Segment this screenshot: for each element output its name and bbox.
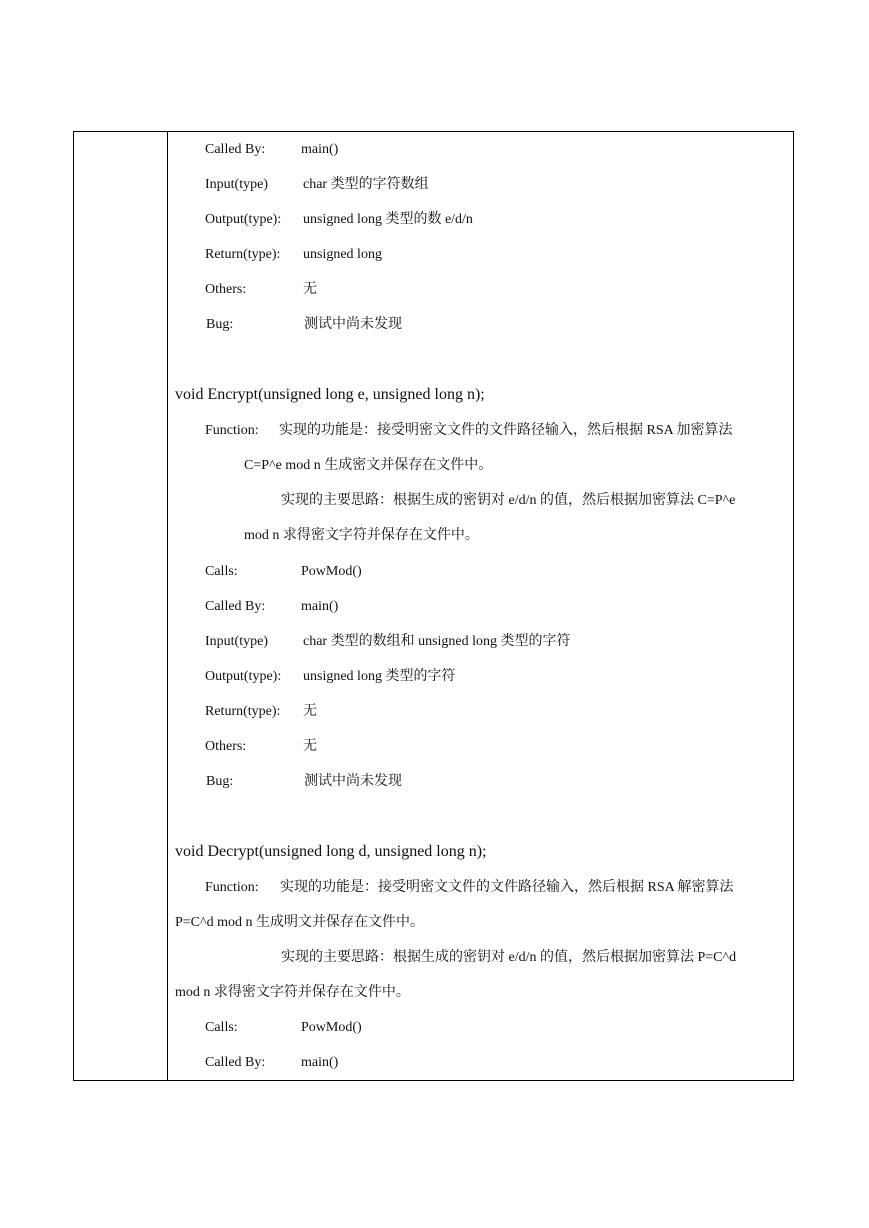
table-content-column xyxy=(168,132,793,1080)
field-label: Output(type): xyxy=(205,669,282,684)
field-value: unsigned long xyxy=(303,247,382,262)
field-label: Output(type): xyxy=(205,212,282,227)
field-label: Input(type) xyxy=(205,634,268,649)
field-value: unsigned long 类型的字符 xyxy=(303,669,456,684)
field-label: Bug: xyxy=(206,317,234,332)
field-value: char 类型的字符数组 xyxy=(303,177,429,192)
field-label: Bug: xyxy=(206,774,234,789)
table-left-column xyxy=(74,132,168,1080)
field-label: Return(type): xyxy=(205,704,281,719)
field-value: PowMod() xyxy=(301,564,362,579)
field-value: main() xyxy=(301,1055,339,1070)
field-value: PowMod() xyxy=(301,1020,362,1035)
field-value: main() xyxy=(301,142,339,157)
field-label: Function: xyxy=(205,880,259,895)
field-label: Called By: xyxy=(205,1055,266,1070)
field-label: Others: xyxy=(205,282,247,297)
function-continuation: C=P^e mod n 生成密文并保存在文件中。 xyxy=(244,458,493,473)
field-value: 无 xyxy=(303,739,317,754)
field-value: char 类型的数组和 unsigned long 类型的字符 xyxy=(303,634,571,649)
field-label: Return(type): xyxy=(205,247,281,262)
field-label: Called By: xyxy=(205,142,266,157)
idea-line: 实现的主要思路：根据生成的密钥对 e/d/n 的值，然后根据加密算法 C=P^e xyxy=(281,493,736,508)
field-value: 实现的功能是：接受明密文文件的文件路径输入，然后根据 RSA 解密算法 xyxy=(280,880,734,895)
field-label: Called By: xyxy=(205,599,266,614)
field-value: 测试中尚未发现 xyxy=(304,317,402,332)
field-label: Calls: xyxy=(205,1020,238,1035)
field-label: Others: xyxy=(205,739,247,754)
field-value: 无 xyxy=(303,704,317,719)
field-value: main() xyxy=(301,599,339,614)
field-value: 测试中尚未发现 xyxy=(304,774,402,789)
idea-continuation: mod n 求得密文字符并保存在文件中。 xyxy=(244,528,479,543)
idea-continuation: mod n 求得密文字符并保存在文件中。 xyxy=(175,985,410,1000)
field-value: 无 xyxy=(303,282,317,297)
function-continuation: P=C^d mod n 生成明文并保存在文件中。 xyxy=(175,915,424,930)
encrypt-signature: void Encrypt(unsigned long e, unsigned long n); xyxy=(175,386,485,403)
field-label: Input(type) xyxy=(205,177,268,192)
idea-line: 实现的主要思路：根据生成的密钥对 e/d/n 的值，然后根据加密算法 P=C^d xyxy=(281,950,737,965)
field-label: Function: xyxy=(205,423,259,438)
document-table xyxy=(73,131,794,1081)
field-value: unsigned long 类型的数 e/d/n xyxy=(303,212,473,227)
decrypt-signature: void Decrypt(unsigned long d, unsigned long n); xyxy=(175,843,487,860)
field-value: 实现的功能是：接受明密文文件的文件路径输入，然后根据 RSA 加密算法 xyxy=(279,423,733,438)
field-label: Calls: xyxy=(205,564,238,579)
